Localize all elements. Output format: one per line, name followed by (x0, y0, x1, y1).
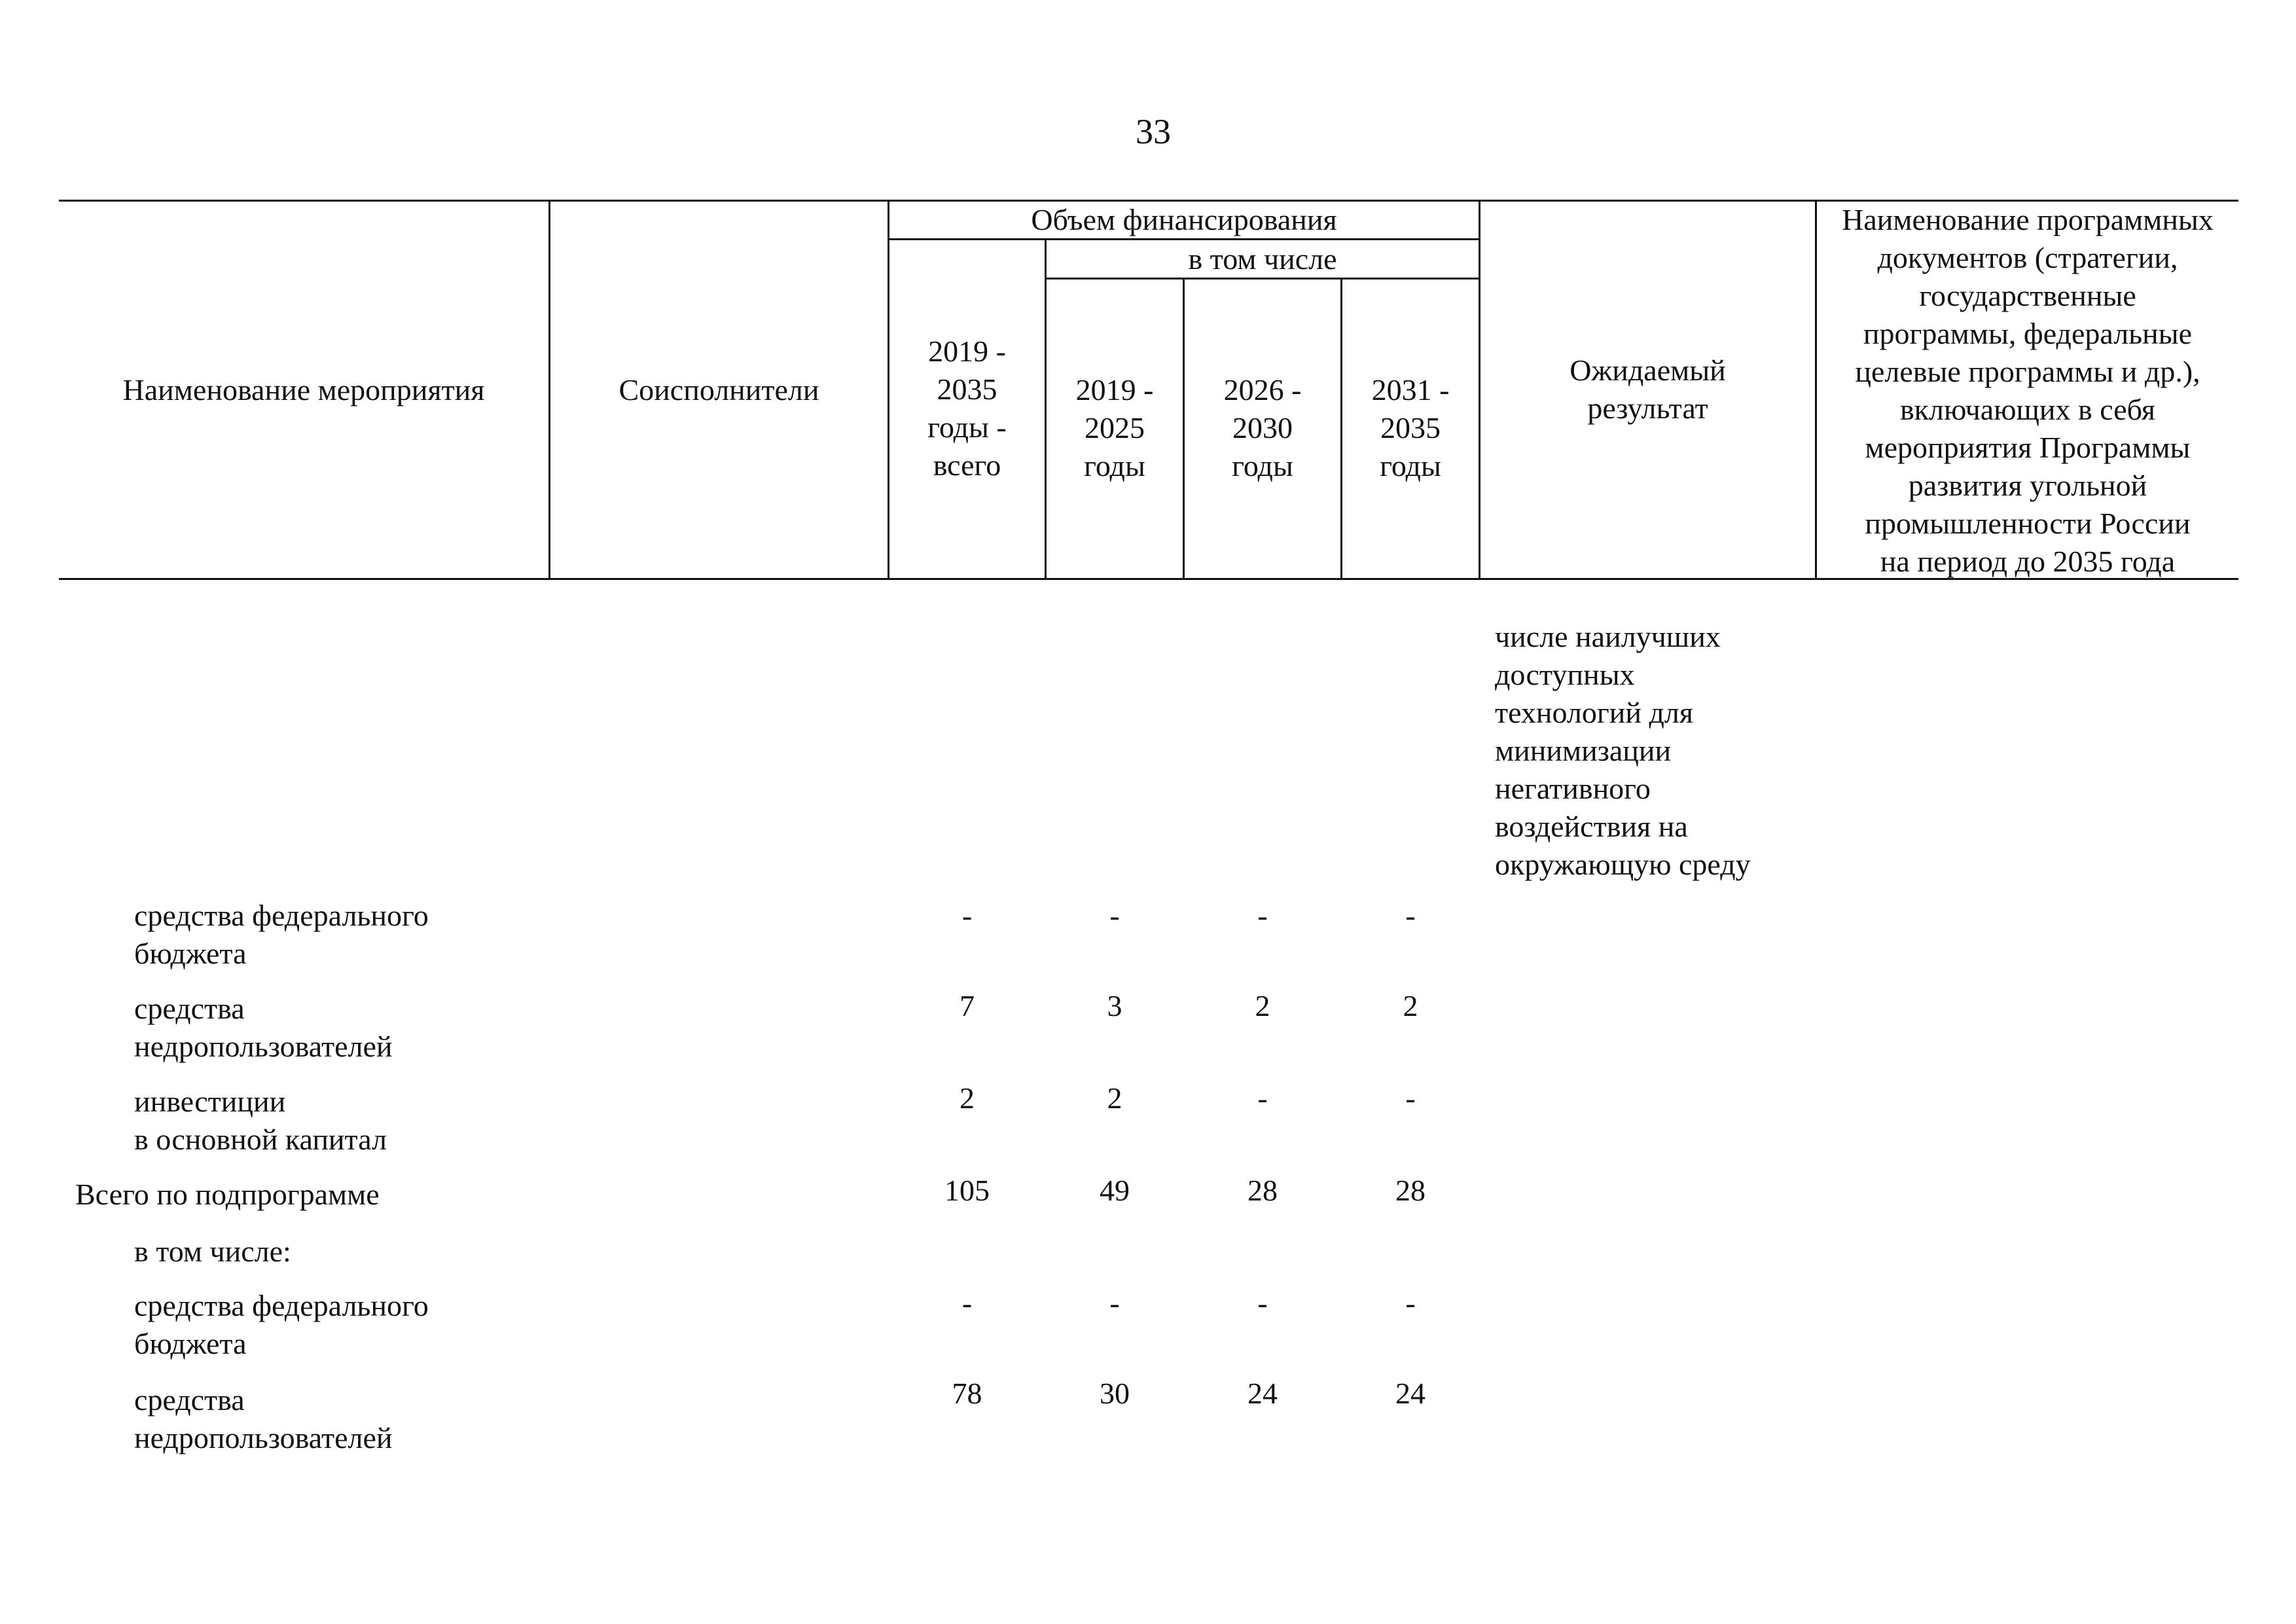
cell-2019-2025: 3 (1107, 989, 1122, 1022)
row-label: средства недропользователей (134, 992, 393, 1063)
header-expected-result: Ожидаемый результат (1570, 353, 1726, 425)
cell-2026-2030: 2 (1255, 989, 1270, 1022)
cell-total: - (961, 1286, 973, 1320)
header-total-period: 2019 - 2035 годы - всего (927, 334, 1007, 482)
cell-total: - (961, 899, 973, 932)
header-including: в том числе (1188, 242, 1337, 276)
cell-2026-2030: 28 (1247, 1174, 1278, 1207)
cell-2031-2035: 24 (1395, 1377, 1426, 1410)
cell-2019-2025: - (1109, 899, 1120, 932)
header-measure-name: Наименование мероприятия (122, 373, 485, 406)
cell-2019-2025: 2 (1107, 1081, 1122, 1115)
header-program-documents: Наименование программных документов (стратегии, государственные программы, федеральные целевые программы и др.), включающих в себя мероприятия Программы развития угольной промышленности России на период до 2035 года (1842, 203, 2214, 578)
row-label: Всего по подпрограмме (75, 1178, 380, 1211)
expected-result-continuation: числе наилучших доступных технологий для минимизации негативного воздействия на окружающую среду (1495, 620, 1751, 881)
header-period-2026-2030: 2026 - 2030 годы (1223, 373, 1302, 482)
cell-total: 2 (960, 1081, 975, 1115)
cell-2031-2035: 2 (1403, 989, 1418, 1022)
row-label: средства федерального бюджета (134, 899, 429, 970)
row-label: средства недропользователей (134, 1383, 393, 1454)
page-number: 33 (1136, 112, 1171, 151)
header-co-executors: Соисполнители (619, 373, 819, 406)
cell-2026-2030: 24 (1247, 1377, 1278, 1410)
cell-2019-2025: 49 (1100, 1174, 1130, 1207)
cell-2031-2035: - (1405, 1081, 1416, 1115)
cell-2019-2025: 30 (1100, 1377, 1130, 1410)
cell-2019-2025: - (1109, 1286, 1120, 1320)
row-label: в том числе: (134, 1235, 291, 1268)
row-label: инвестиции в основной капитал (134, 1085, 387, 1156)
header-financing-volume: Объем финансирования (1031, 203, 1337, 236)
cell-2026-2030: - (1257, 1081, 1268, 1115)
cell-2026-2030: - (1257, 899, 1268, 932)
header-period-2031-2035: 2031 - 2035 годы (1371, 373, 1450, 482)
cell-total: 7 (960, 989, 975, 1022)
cell-2031-2035: - (1405, 899, 1416, 932)
cell-total: 105 (944, 1174, 990, 1207)
cell-total: 78 (952, 1377, 982, 1410)
header-period-2019-2025: 2019 - 2025 годы (1075, 373, 1154, 482)
cell-2026-2030: - (1257, 1286, 1268, 1320)
row-label: средства федерального бюджета (134, 1289, 429, 1360)
cell-2031-2035: 28 (1395, 1174, 1426, 1207)
cell-2031-2035: - (1405, 1286, 1416, 1320)
